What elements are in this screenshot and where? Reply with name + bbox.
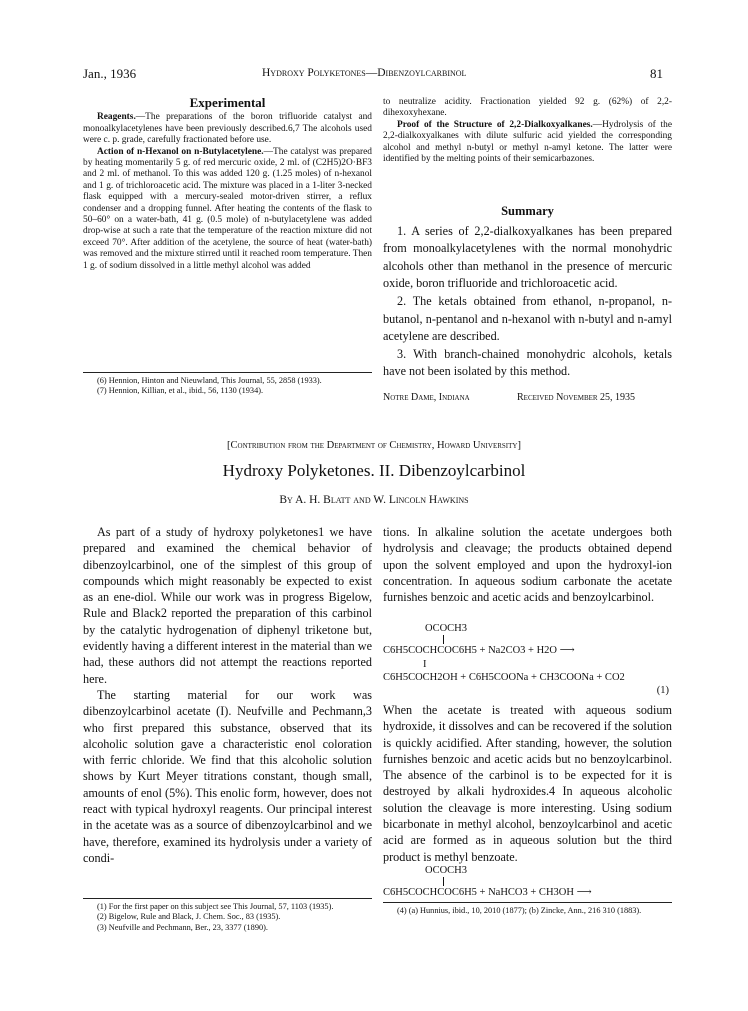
reagents-paragraph [83,112,372,146]
footnote: (7) Hennion, Killian, et al., ibid., 56, 1130 (1934). [97,386,264,396]
eq1-substituent: OCOCH3 [425,623,468,634]
footnote: (3) Neufville and Pechmann, Ber., 23, 3377 (1890). [97,922,268,932]
top-right-column [383,97,672,165]
received-date: Received November 25, 1935 [517,392,636,403]
equation-1 [383,622,672,700]
eq2-line: C6H5COCHCOC6H5 + NaHCO3 + CH3OH ⟶ [383,887,592,898]
action-text: —The catalyst was prepared by heating momentarily 5 g. of red mercuric oxide, 2 ml. of (C2H5)2O·BF3 and 2 ml. of methanol. To this was added 120 g. (1.25 moles) of n-hexanol and 1 g. of trichloroacetic acid. The mixture was placed in a 1-liter 3-necked flask equipped with a mercury-sealed motor-driven stirrer, a reflux condenser and a dropping funnel. After heating the contents of the flask to 50–60° on a water-bath, 41 g. (0.5 mole) of n-butylacetylene was added drop-wise at such a rate that the temperature of the reaction mixture did not exceed 70°. After addition of the acetylene, the source of heat (water-bath) was removed and the mixture stirred until it reached room temperature. Then 1 g. of sodium dissolved in a little methyl alcohol was added [83,146,372,271]
proof-paragraph [383,120,672,166]
body-paragraph: When the acetate is treated with aqueous sodium hydroxide, it dissolves and can be recovered if the solution is quickly acidified. After standing, however, the solution furnishes benzoic and acetic acids but no benzoylcarbinol. The absence of the carbinol is to be expected for it is destroyed by alkali hydroxides.4 In aqueous alcoholic solution the cleavage is more interesting. Using sodium bicarbonate in methyl alcohol, benzoylcarbinol and acetic acid are formed as in aqueous solution but the third product is methyl benzoate. [383,703,672,864]
footnote: (1) For the first paper on this subject see This Journal, 57, 1103 (1935). [97,902,334,911]
summary-item: 1. A series of 2,2-dialkoxyalkanes has been prepared from monoalkylacetylenes with the normal monohydric alcohols other than methanol in the presence of mercuric oxide, boron trifluoride and trichloroacetic acid. [383,223,672,291]
action-paragraph [83,147,372,272]
running-title: Hydroxy Polyketones—Dibenzoylcarbinol [262,67,467,79]
eq2-bond [443,877,444,886]
eq1-number: (1) [656,685,669,696]
article-title: Hydroxy Polyketones. II. Dibenzoylcarbinol [222,461,526,480]
bottom-right-column [383,524,672,605]
summary-section [383,203,672,381]
proof-lead: Proof of the Structure of 2,2-Dialkoxyalkanes. [397,119,593,130]
byline: By A. H. Blatt and W. Lincoln Hawkins [279,494,469,506]
contribution-line: [Contribution from the Department of Chemistry, Howard University] [227,440,521,451]
summary-heading: Summary [501,204,554,218]
place: Notre Dame, Indiana [383,392,470,403]
eq2-substituent: OCOCH3 [425,865,468,876]
summary-item: 3. With branch-chained monohydric alcohols, ketals have not been isolated by this method. [383,346,672,379]
equation-2 [383,864,672,898]
footnote-rule [83,898,372,899]
footnote-rule [383,902,672,903]
reagents-lead: Reagents. [97,112,136,123]
body-paragraph: The starting material for our work was dibenzoylcarbinol acetate (I). Neufville and Pechmann,3 who first prepared this substance, observed that its alcoholic solution gave a characteristic enol coloration with ferric chloride. We find that this alcoholic solution shows by Kurt Meyer titrations constant, though small, amounts of enol (5%). This enolic form, however, does not react with typical hydroxyl reagents. Our principal interest in the acetate was as a source of dibenzoylcarbinol and we have, therefore, examined its hydrolysis under a variety of condi- [83,687,372,865]
bottom-left-column [83,524,372,866]
bottom-left-footnotes [83,902,372,933]
bottom-right-column-cont [383,702,672,865]
section-heading: Experimental [189,95,266,110]
eq1-products: C6H5COCH2OH + C6H5COONa + CH3COONa + CO2 [383,672,625,683]
eq1-bond [443,635,444,644]
proof-text: —Hydrolysis of the 2,2-dialkoxyalkanes with dilute sulfuric acid yielded the corresponding alcohol and methyl n-butyl or methyl n-amyl ketone. The latter were identified by the melting points of their semicarbazones. [383,119,672,165]
footnote: (2) Bigelow, Rule and Black, J. Chem. Soc., 83 (1935). [97,912,281,922]
page-number: 81 [650,66,663,81]
body-paragraph: As part of a study of hydroxy polyketones1 we have prepared and examined the chemical behavior of dibenzoylcarbinol, one of the simplest of this group of compounds which might reasonably be expected to exist as an ene-diol. While our work was in progress Bigelow, Rule and Black2 reported the preparation of this carbinol by the catalytic hydrogenation of diphenyl triketone but, evidently having a different interest in the material than we had, these authors did not attempt the reactions reported here. [83,525,372,686]
action-lead: Action of n-Hexanol on n-Butylacetylene. [97,146,264,157]
eq1-reactants: C6H5COCHCOC6H5 + Na2CO3 + H2O ⟶ [383,645,575,656]
eq1-compound-label: I [423,659,427,670]
reagents-text: —The preparations of the boron trifluoride catalyst and monoalkylacetylenes have been previously described.6,7 The alcohols used were c. p. grade, carefully fractionated before use. [83,112,372,146]
footnote: (6) Hennion, Hinton and Nieuwland, This Journal, 55, 2858 (1933). [97,376,322,385]
footnote-rule [83,372,372,373]
footnote: (4) (a) Hunnius, ibid., 10, 2010 (1877); (b) Zincke, Ann., 216 310 (1883). [397,906,642,915]
body-paragraph: tions. In alkaline solution the acetate undergoes both hydrolysis and cleavage; the products obtained depend upon the solvent employed and upon the hydroxyl-ion concentration. In aqueous sodium carbonate the acetate furnishes benzoic and acetic acids and benzoylcarbinol. [383,525,672,605]
bottom-right-footnote [383,906,672,916]
summary-item: 2. The ketals obtained from ethanol, n-propanol, n-butanol, n-pentanol and n-hexanol with n-butyl and n-amyl acetylene are described. [383,293,672,344]
header-date: Jan., 1936 [83,66,137,81]
top-left-footnotes [83,376,372,397]
experimental-section [83,97,372,272]
continuation-text: to neutralize acidity. Fractionation yielded 92 g. (62%) of 2,2-dihexoxyhexane. [383,97,672,119]
